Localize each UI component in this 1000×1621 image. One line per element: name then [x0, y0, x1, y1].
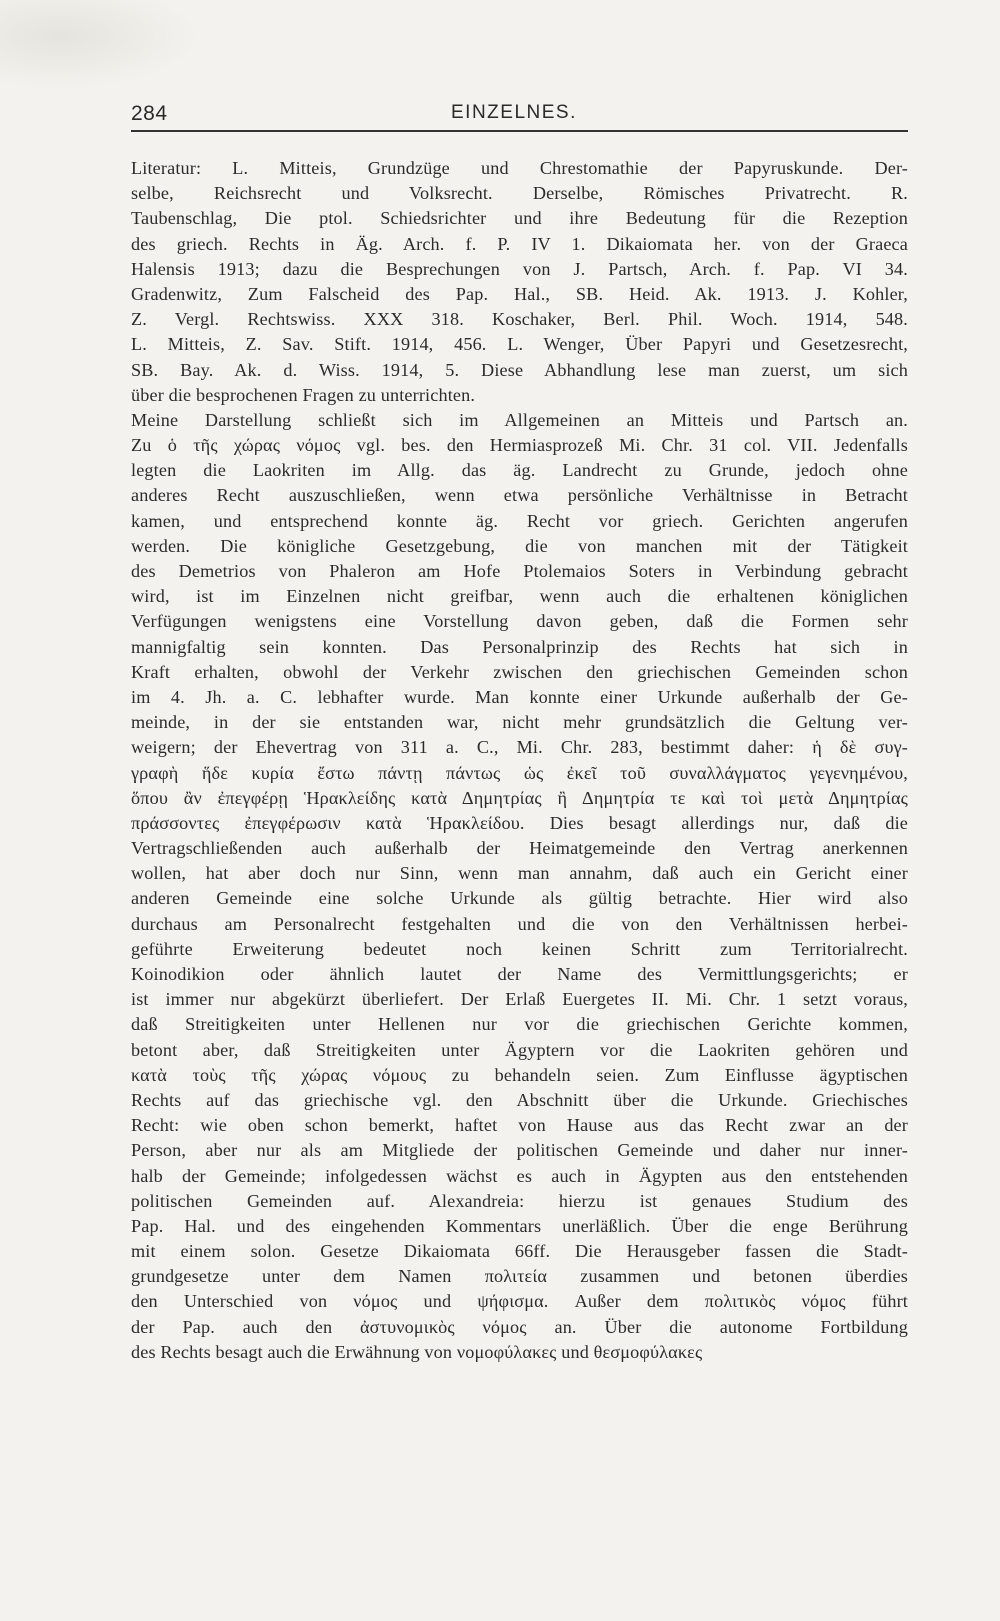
text-line: kamen, und entsprechend konnte äg. Recht vor griech. Gerichten angerufen	[131, 510, 908, 531]
text-line: Literatur: L. Mitteis, Grundzüge und Chrestomathie der Papyruskunde. Der-	[131, 158, 908, 178]
text-line: Halensis 1913; dazu die Besprechungen von J. Partsch, Arch. f. Pap. VI 34.	[131, 258, 908, 279]
text-line: Pap. Hal. und des eingehenden Kommentars unerläßlich. Über die enge Berührung	[131, 1215, 908, 1236]
text-line: des Demetrios von Phaleron am Hofe Ptolemaios Soters in Verbindung gebracht	[131, 561, 908, 581]
text-line: werden. Die königliche Gesetzgebung, die von manchen mit der Tätigkeit	[131, 535, 908, 556]
page-number: 284	[131, 102, 168, 125]
paper-stain	[0, 0, 200, 90]
text-line: politischen Gemeinden auf. Alexandreia: hierzu ist genaues Studium des	[131, 1190, 908, 1211]
text-line: geführte Erweiterung bedeutet noch keinen Schritt zum Territorialrecht.	[131, 938, 908, 959]
text-line: meinde, in der sie entstanden war, nicht mehr grundsätzlich die Geltung ver-	[131, 712, 908, 733]
text-line: selbe, Reichsrecht und Volksrecht. Derselbe, Römisches Privatrecht. R.	[131, 183, 908, 204]
text-line: Zu ὁ τῆς χώρας νόμος vgl. bes. den Hermiasprozeß Mi. Chr. 31 col. VII. Jedenfalls	[131, 435, 908, 456]
text-line: durchaus am Personalrecht festgehalten und die von den Verhältnissen herbei-	[131, 913, 908, 934]
text-line: Z. Vergl. Rechtswiss. XXX 318. Koschaker, Berl. Phil. Woch. 1914, 548.	[131, 309, 908, 330]
text-line: im 4. Jh. a. C. lebhafter wurde. Man konnte einer Urkunde außerhalb der Ge-	[131, 686, 908, 707]
text-line: Meine Darstellung schließt sich im Allgemeinen an Mitteis und Partsch an.	[131, 409, 908, 430]
text-line: Person, aber nur als am Mitgliede der politischen Gemeinde und daher nur inner-	[131, 1140, 908, 1161]
text-line: Vertragschließenden auch außerhalb der Heimatgemeinde den Vertrag anerkennen	[131, 838, 908, 859]
text-line: Kraft erhalten, obwohl der Verkehr zwischen den griechischen Gemeinden schon	[131, 661, 908, 682]
text-line: Koinodikion oder ähnlich lautet der Name des Vermittlungsgerichts; er	[131, 964, 908, 984]
text-line: daß Streitigkeiten unter Hellenen nur vor die griechischen Gerichte kommen,	[131, 1014, 908, 1035]
body-text	[131, 156, 908, 1365]
text-line: mit einem solon. Gesetze Dikaiomata 66ff. Die Herausgeber fassen die Stadt-	[131, 1241, 908, 1262]
text-line: Verfügungen wenigstens eine Vorstellung davon geben, daß die Formen sehr	[131, 611, 908, 632]
text-line: ist immer nur abgekürzt überliefert. Der Erlaß Euergetes II. Mi. Chr. 1 setzt voraus,	[131, 989, 908, 1010]
text-line: wollen, hat aber doch nur Sinn, wenn man annahm, daß auch ein Gericht einer	[131, 863, 908, 884]
text-line: ὅπου ἂν ἐπεγφέρῃ Ἡρακλείδης κατὰ Δημητρίας ἢ Δημητρία τε καὶ τοὶ μετὰ Δημητρίας	[131, 787, 908, 808]
text-line: den Unterschied von νόμος und ψήφισμα. Außer dem πολιτικὸς νόμος führt	[131, 1291, 908, 1312]
text-line: der Pap. auch den ἀστυνομικὸς νόμος an. Über die autonome Fortbildung	[131, 1316, 908, 1337]
text-line: πράσσοντες ἐπεγφέρωσιν κατὰ Ἡρακλείδου. Dies besagt allerdings nur, daß die	[131, 812, 908, 833]
text-line: weigern; der Ehevertrag von 311 a. C., Mi. Chr. 283, bestimmt daher: ἡ δὲ συγ-	[131, 737, 908, 758]
text-line: anderen Gemeinde eine solche Urkunde als gültig betrachte. Hier wird also	[131, 888, 908, 909]
header-rule	[131, 130, 908, 132]
text-line: des griech. Rechts in Äg. Arch. f. P. IV 1. Dikaiomata her. von der Graeca	[131, 233, 908, 254]
text-line: halb der Gemeinde; infolgedessen wächst es auch in Ägypten aus den entstehenden	[131, 1165, 908, 1186]
text-line: SB. Bay. Ak. d. Wiss. 1914, 5. Diese Abhandlung lese man zuerst, um sich	[131, 359, 908, 380]
text-line: anderes Recht auszuschließen, wenn etwa persönliche Verhältnisse in Betracht	[131, 485, 908, 506]
text-line: γραφὴ ἥδε κυρία ἔστω πάντῃ πάντως ὡς ἐκεῖ τοῦ συναλλάγματος γεγενημένου,	[131, 762, 908, 783]
text-line: mannigfaltig sein konnten. Das Personalprinzip des Rechts hat sich in	[131, 636, 908, 657]
text-line: Recht: wie oben schon bemerkt, haftet von Hause aus das Recht zwar an der	[131, 1115, 908, 1136]
text-line: grundgesetze unter dem Namen πολιτεία zusammen und betonen überdies	[131, 1266, 908, 1287]
text-line: Taubenschlag, Die ptol. Schiedsrichter und ihre Bedeutung für die Rezeption	[131, 208, 908, 229]
text-line: betont aber, daß Streitigkeiten unter Ägyptern vor die Laokriten gehören und	[131, 1039, 908, 1060]
text-line: Gradenwitz, Zum Falscheid des Pap. Hal., SB. Heid. Ak. 1913. J. Kohler,	[131, 283, 908, 304]
running-head: EINZELNES.	[451, 102, 577, 123]
page-header	[131, 102, 908, 132]
text-line: über die besprochenen Fragen zu unterrichten.	[131, 384, 476, 405]
text-line: L. Mitteis, Z. Sav. Stift. 1914, 456. L. Wenger, Über Papyri und Gesetzesrecht,	[131, 334, 908, 355]
text-line: wird, ist im Einzelnen nicht greifbar, wenn auch die erhaltenen königlichen	[131, 586, 908, 607]
text-line: κατὰ τοὺς τῆς χώρας νόμους zu behandeln seien. Zum Einflusse ägyptischen	[131, 1064, 908, 1085]
text-line: Rechts auf das griechische vgl. den Abschnitt über die Urkunde. Griechisches	[131, 1089, 908, 1110]
text-line: des Rechts besagt auch die Erwähnung von νομοφύλακες und θεσμοφύλακες	[131, 1341, 703, 1362]
text-line: legten die Laokriten im Allg. das äg. Landrecht zu Grunde, jedoch ohne	[131, 460, 908, 481]
